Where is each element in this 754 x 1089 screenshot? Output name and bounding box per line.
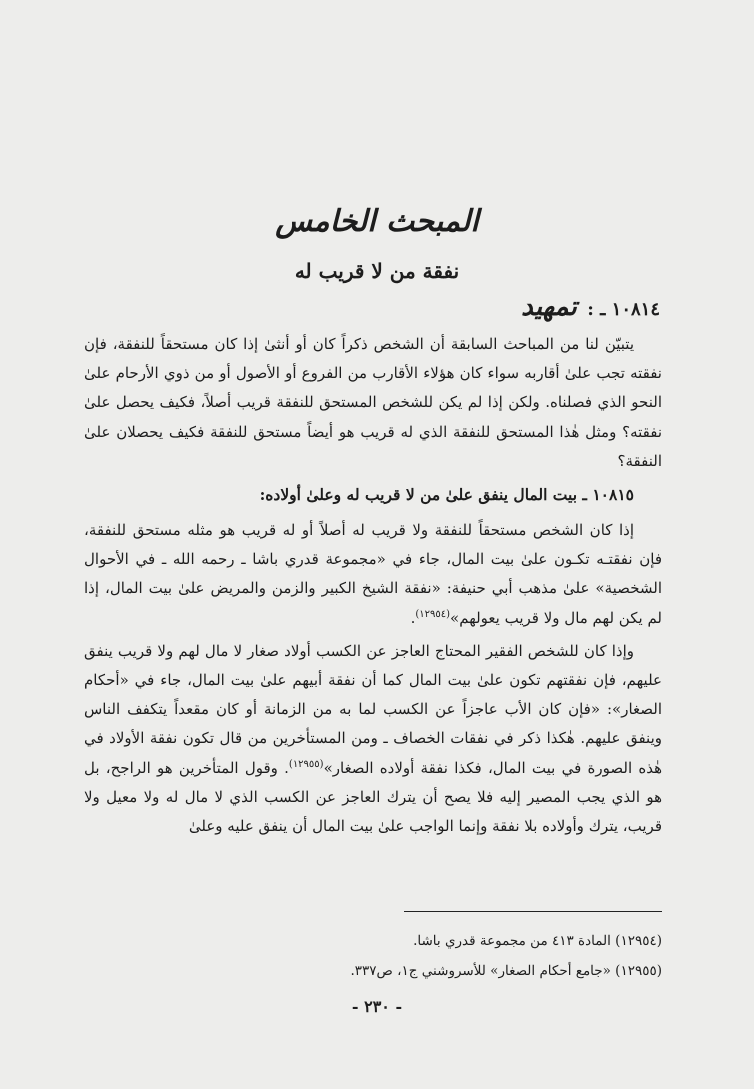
chapter-title: المبحث الخامس	[275, 204, 479, 239]
page-number: - ٢٣٠ -	[351, 997, 403, 1016]
paragraph-children-text-b: . وقول المتأخرين هو الراجح، بل هو الذي يجب المصير إليه فلا يصح أن يترك العاجز عن الكسب الذي لا مال له ولا معيل ولا قريب، يترك وأولاده بلا نفقة وإنما الواجب علىٰ بيت المال أن ينفق عليه وعلىٰ	[84, 758, 662, 836]
paragraph-treasury-text: إذا كان الشخص مستحقاً للنفقة ولا قريب له أصلاً أو له قريب هو مثله مستحق للنفقة، فإن نفقتـه تكـون علىٰ بيت المال، جاء في «مجموعة قدري باشا ـ رحمه الله ـ في الأحوال الشخصية» علىٰ مذهب أبي حنيفة: «نفقة الشيخ الكبير والزمن والمريض علىٰ بيت المال، إذا لم يكن لهم مال ولا قريب يعولهم»	[84, 521, 662, 627]
paragraph-children-text-a: وإذا كان للشخص الفقير المحتاج العاجز عن الكسب أولاد صغار لا مال لهم ولا قريب ينفق عليهم، فإن نفقتهم تكون علىٰ بيت المال كما أن نفقة أبيهم علىٰ بيت المال، جاء في «أحكام الصغار»: «فإن كان الأب عاجزاً عن الكسب لما به من الزمانة أو كان مقعداً يتكفف الناس وينفق عليهم. هٰكذا ذكر في نفقات الخصاف ـ ومن المستأخرين من قال تكون نفقة الأولاد في هٰذه الصورة في بيت المال، فكذا نفقة أولاده الصغار»	[84, 641, 662, 777]
footnote-12954: (١٢٩٥٤) المادة ٤١٣ من مجموعة قدري باشا.	[413, 933, 662, 949]
paragraph-children	[84, 637, 662, 841]
sub-heading-treasury: ١٠٨١٥ ـ بيت المال ينفق علىٰ من لا قريب له وعلىٰ أولاده:	[259, 485, 634, 505]
footnote-divider	[404, 911, 662, 912]
paragraph-intro: يتبيّن لنا من المباحث السابقة أن الشخص ذكراً كان أو أنثىٰ إذا كان مستحقاً للنفقة، فإن نفقته تجب علىٰ أقاربه سواء كان هؤلاء الأقارب من الفروع أو الأصول أو من ذوي الأرحام علىٰ النحو الذي فصلناه. ولكن إذا لم يكن للشخص المستحق للنفقة قريب أصلاً، فكيف يحصل علىٰ نفقته؟ ومثل هٰذا المستحق للنفقة الذي له قريب هو أيضاً مستحق للنفقة فكيف يحصلان علىٰ النفقة؟	[84, 335, 662, 470]
footnote-12955: (١٢٩٥٥) «جامع أحكام الصغار» للأسروشني ج١، ص٣٣٧.	[350, 963, 662, 979]
intro-heading	[521, 292, 660, 325]
intro-number: ١٠٨١٤ ـ :	[587, 299, 660, 320]
footnote-ref-12955: (١٢٩٥٥)	[288, 758, 324, 770]
section-title: نفقة من لا قريب له	[294, 259, 460, 283]
footnote-ref-12954: (١٢٩٥٤)	[415, 608, 451, 620]
paragraph-treasury-end: .	[410, 608, 416, 627]
body-text	[84, 330, 662, 845]
intro-label: تمهيد	[521, 292, 577, 322]
paragraph-treasury	[84, 516, 662, 633]
footnotes	[84, 926, 662, 986]
